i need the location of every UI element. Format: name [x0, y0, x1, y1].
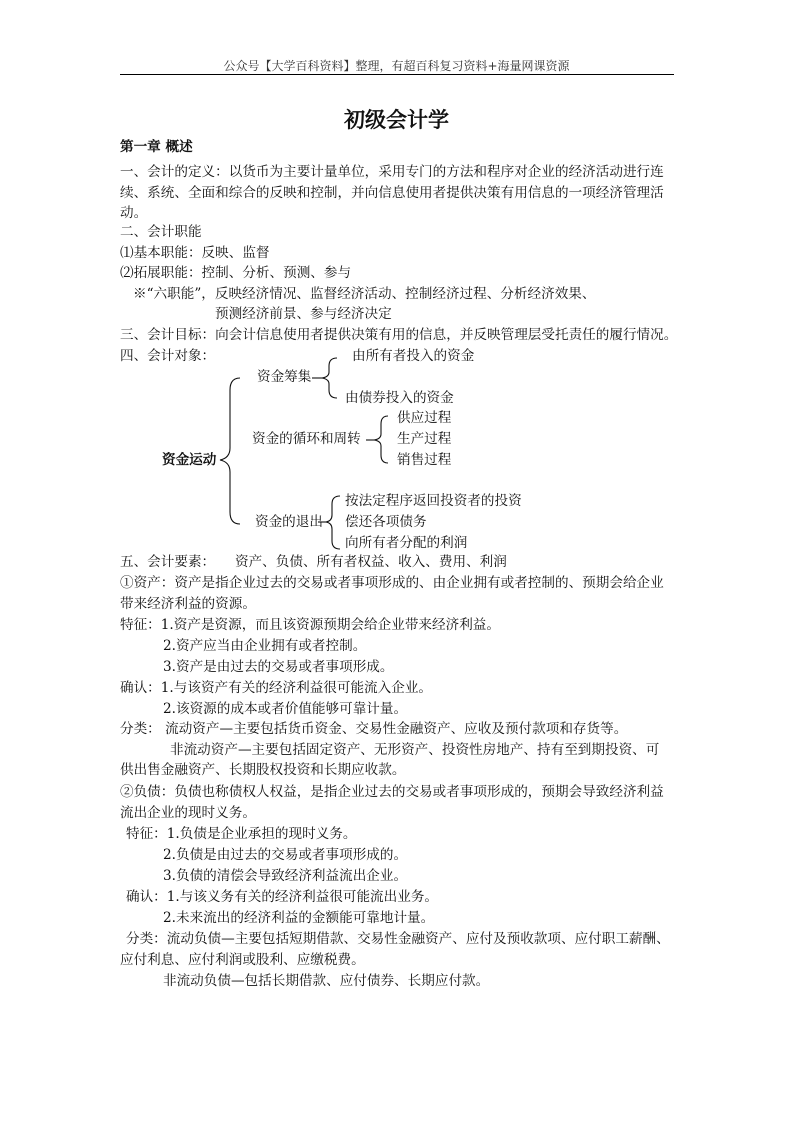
text-line: 3.负债的清偿会导致经济利益流出企业。: [163, 868, 408, 884]
diagram-leaf: 由债券投入的资金: [345, 390, 454, 406]
text-line: 特征：1.负债是企业承担的现时义务。: [126, 826, 357, 842]
text-line: 2.该资源的成本或者价值能够可靠计量。: [163, 701, 408, 717]
text-line: 2.未来流出的经济利益的金额能可靠地计量。: [163, 910, 435, 926]
text-line: ①资产：资产是指企业过去的交易或者事项形成的、由企业拥有或者控制的、预期会给企业: [120, 575, 664, 591]
text-line: ⑵拓展职能：控制、分析、预测、参与: [120, 265, 352, 281]
text-line: ※“六职能”，反映经济情况、监督经济活动、控制经济过程、分析经济效果、: [133, 286, 596, 302]
text-line: 3.资产是由过去的交易或者事项形成。: [163, 659, 394, 675]
text-line: 续、系统、全面和综合的反映和控制，并向信息使用者提供决策有用信息的一项经济管理活: [120, 185, 664, 201]
text-line: 确认：1.与该资产有关的经济利益很可能流入企业。: [120, 680, 433, 696]
text-line: 动。: [120, 205, 148, 221]
text-line: ②负债：负债也称债权人权益，是指企业过去的交易或者事项形成的，预期会导致经济利益: [120, 784, 664, 800]
text-line: 2.资产应当由企业拥有或者控制。: [163, 638, 367, 654]
raise-brace: [322, 358, 337, 398]
diagram-leaf: 向所有者分配的利润: [345, 535, 468, 551]
text-line: 非流动资产—主要包括固定资产、无形资产、投资性房地产、持有至到期投资、可: [170, 742, 660, 758]
text-line: ⑴基本职能：反映、监督: [120, 245, 270, 261]
text-line: 带来经济利益的资源。: [120, 596, 256, 612]
text-line: 分类： 流动资产—主要包括货币资金、交易性金融资产、应收及预付款项和存货等。: [120, 721, 628, 737]
section-heading: 五、会计要素：: [120, 554, 216, 570]
diagram-leaf: 生产过程: [397, 431, 452, 447]
text-line: 确认：1.与该义务有关的经济利益很可能流出业务。: [126, 889, 439, 905]
section-heading: 四、会计对象：: [120, 348, 216, 364]
text-line: 一、会计的定义：以货币为主要计量单位，采用专门的方法和程序对企业的经济活动进行连: [120, 164, 664, 180]
diagram-leaf: 供应过程: [397, 410, 452, 426]
chapter-heading: 第一章 概述: [120, 139, 193, 155]
cycle-brace: [374, 416, 388, 463]
big-brace: [220, 378, 240, 524]
text-line: 预测经济前景、参与经济决定: [215, 306, 392, 322]
diagram-leaf: 由所有者投入的资金: [352, 348, 475, 364]
text-line: 特征：1.资产是资源，而且该资源预期会给企业带来经济利益。: [120, 617, 500, 633]
diagram-node: 资金的循环和周转: [252, 431, 361, 447]
diagram-node: 资金筹集: [257, 369, 312, 385]
diagram-leaf: 销售过程: [397, 452, 452, 468]
document-title: 初级会计学: [344, 108, 449, 132]
text-line: 2.负债是由过去的交易或者事项形成的。: [163, 847, 408, 863]
page-header: 公众号【大学百科资料】整理，有超百科复习资料+海量网课资源: [223, 59, 570, 73]
text-line: 非流动负债—包括长期借款、应付债券、长期应付款。: [163, 973, 490, 989]
text-line: 应付利息、应付利润或股利、应缴税费。: [120, 952, 365, 968]
text-line: 供出售金融资产、长期股权投资和长期应收款。: [120, 762, 406, 778]
section-heading: 二、会计职能: [120, 224, 202, 240]
diagram-root: 资金运动: [162, 452, 217, 468]
text-line: 三、会计目标：向会计信息使用者提供决策有用的信息，并反映管理层受托责任的履行情况。: [120, 327, 678, 343]
diagram-node: 资金的退出: [255, 514, 323, 530]
text-line: 流出企业的现时义务。: [120, 805, 256, 821]
diagram-leaf: 偿还各项债务: [345, 514, 427, 530]
text-line: 分类：流动负债—主要包括短期借款、交易性金融资产、应付及预收款项、应付职工薪酬、: [126, 931, 670, 947]
exit-brace: [326, 496, 340, 549]
diagram-leaf: 按法定程序返回投资者的投资: [345, 493, 522, 509]
text-line: 资产、负债、所有者权益、收入、费用、利润: [235, 554, 507, 570]
